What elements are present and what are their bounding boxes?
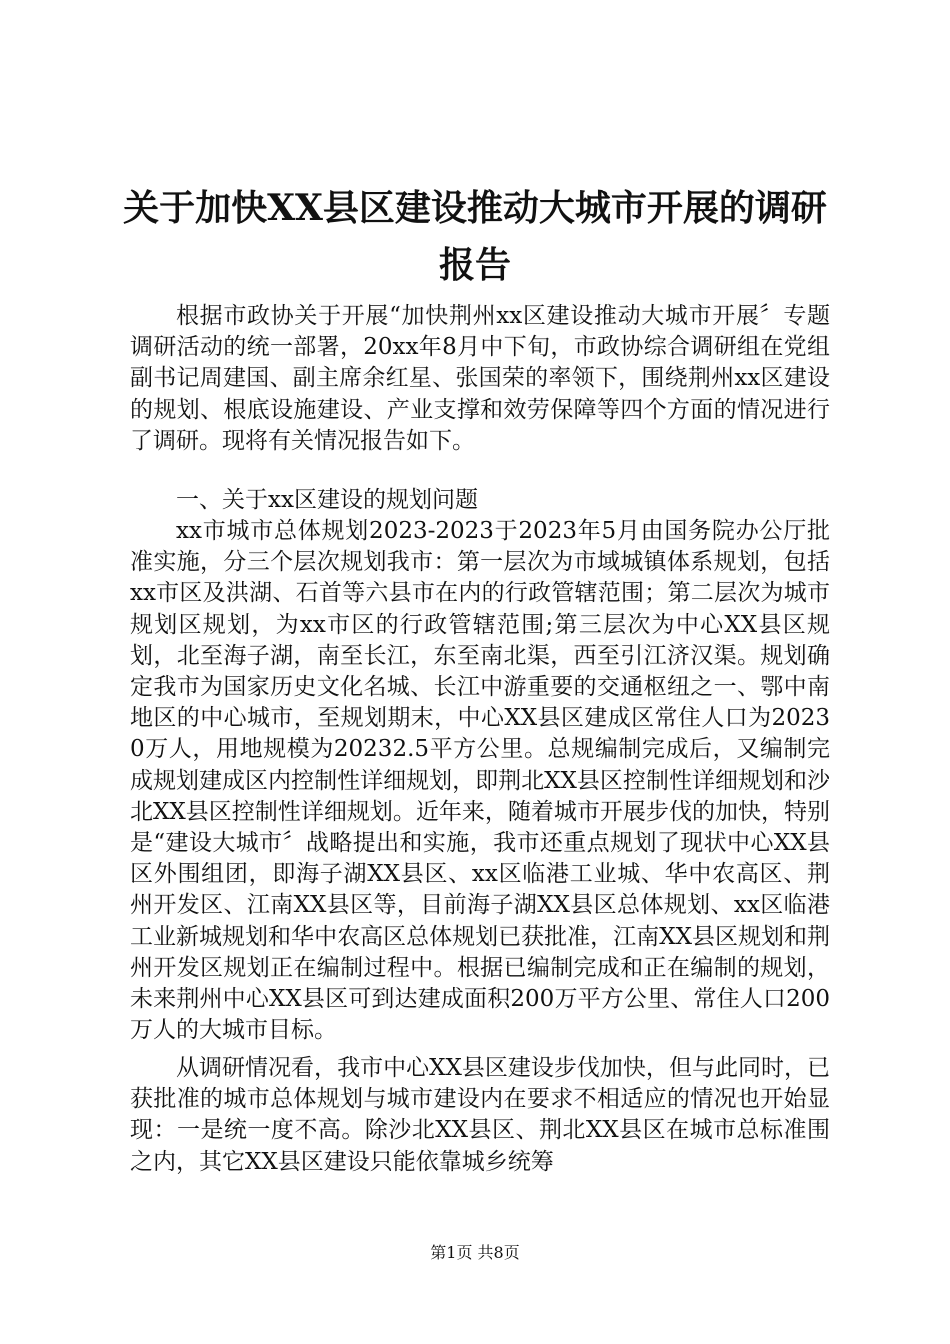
body-paragraph: 从调研情况看，我市中心XX县区建设步伐加快，但与此同时，已获批准的城市总体规划与城市建设内在要求不相适应的情况也开始显现：一是统一度不高。除沙北XX县区、荆北XX县区在城市总标准围之内，其它XX县区建设只能依靠城乡统筹 [130,1055,830,1175]
body-paragraph: xx市城市总体规划2023-2023于2023年5月由国务院办公厅批准实施，分三个层次规划我市：第一层次为市域城镇体系规划，包括xx市区及洪湖、石首等六县市在内的行政管辖范围；第二层次为城市规划区规划，为xx市区的行政管辖范围;第三层次为中心XX县区规划，北至海子湖，南至长江，东至南北渠，西至引江济汉渠。规划确定我市为国家历史文化名城、长江中游重要的交通枢纽之一、鄂中南地区的中心城市，至规划期末，中心XX县区建成区常住人口为20230万人，用地规模为20232.5平方公里。总规编制完成后，又编制完成规划建成区内控制性详细规划，即荆北XX县区控制性详细规划和沙北XX县区控制性详细规划。近年来，随着城市开展步伐的加快，特别是“建设大城市〞战略提出和实施，我市还重点规划了现状中心XX县区外围组团，即海子湖XX县区、xx区临港工业城、华中农高区、荆州开发区、江南XX县区等，目前海子湖XX县区总体规划、xx区临港工业新城规划和华中农高区总体规划已获批准，江南XX县区规划和荆州开发区规划正在编制过程中。根据已编制完成和正在编制的规划，未来荆州中心XX县区可到达建成面积200万平方公里、常住人口200万人的大城市目标。 [130,518,830,1044]
document-title-line-2: 报告 [438,244,511,286]
intro-paragraph: 根据市政协关于开展“加快荆州xx区建设推动大城市开展〞专题调研活动的统一部署，20xx年8月中下旬，市政协综合调研组在党组副书记周建国、副主席余红星、张国荣的率领下，围绕荆州xx区建设的规划、根底设施建设、产业支撑和效劳保障等四个方面的情况进行了调研。现将有关情况报告如下。 [130,303,830,454]
section-heading: 一、关于xx区建设的规划问题 [176,487,478,513]
page-footer: 第1页 共8页 [430,1243,520,1262]
document-title-line-1: 关于加快XX县区建设推动大城市开展的调研 [123,187,827,229]
